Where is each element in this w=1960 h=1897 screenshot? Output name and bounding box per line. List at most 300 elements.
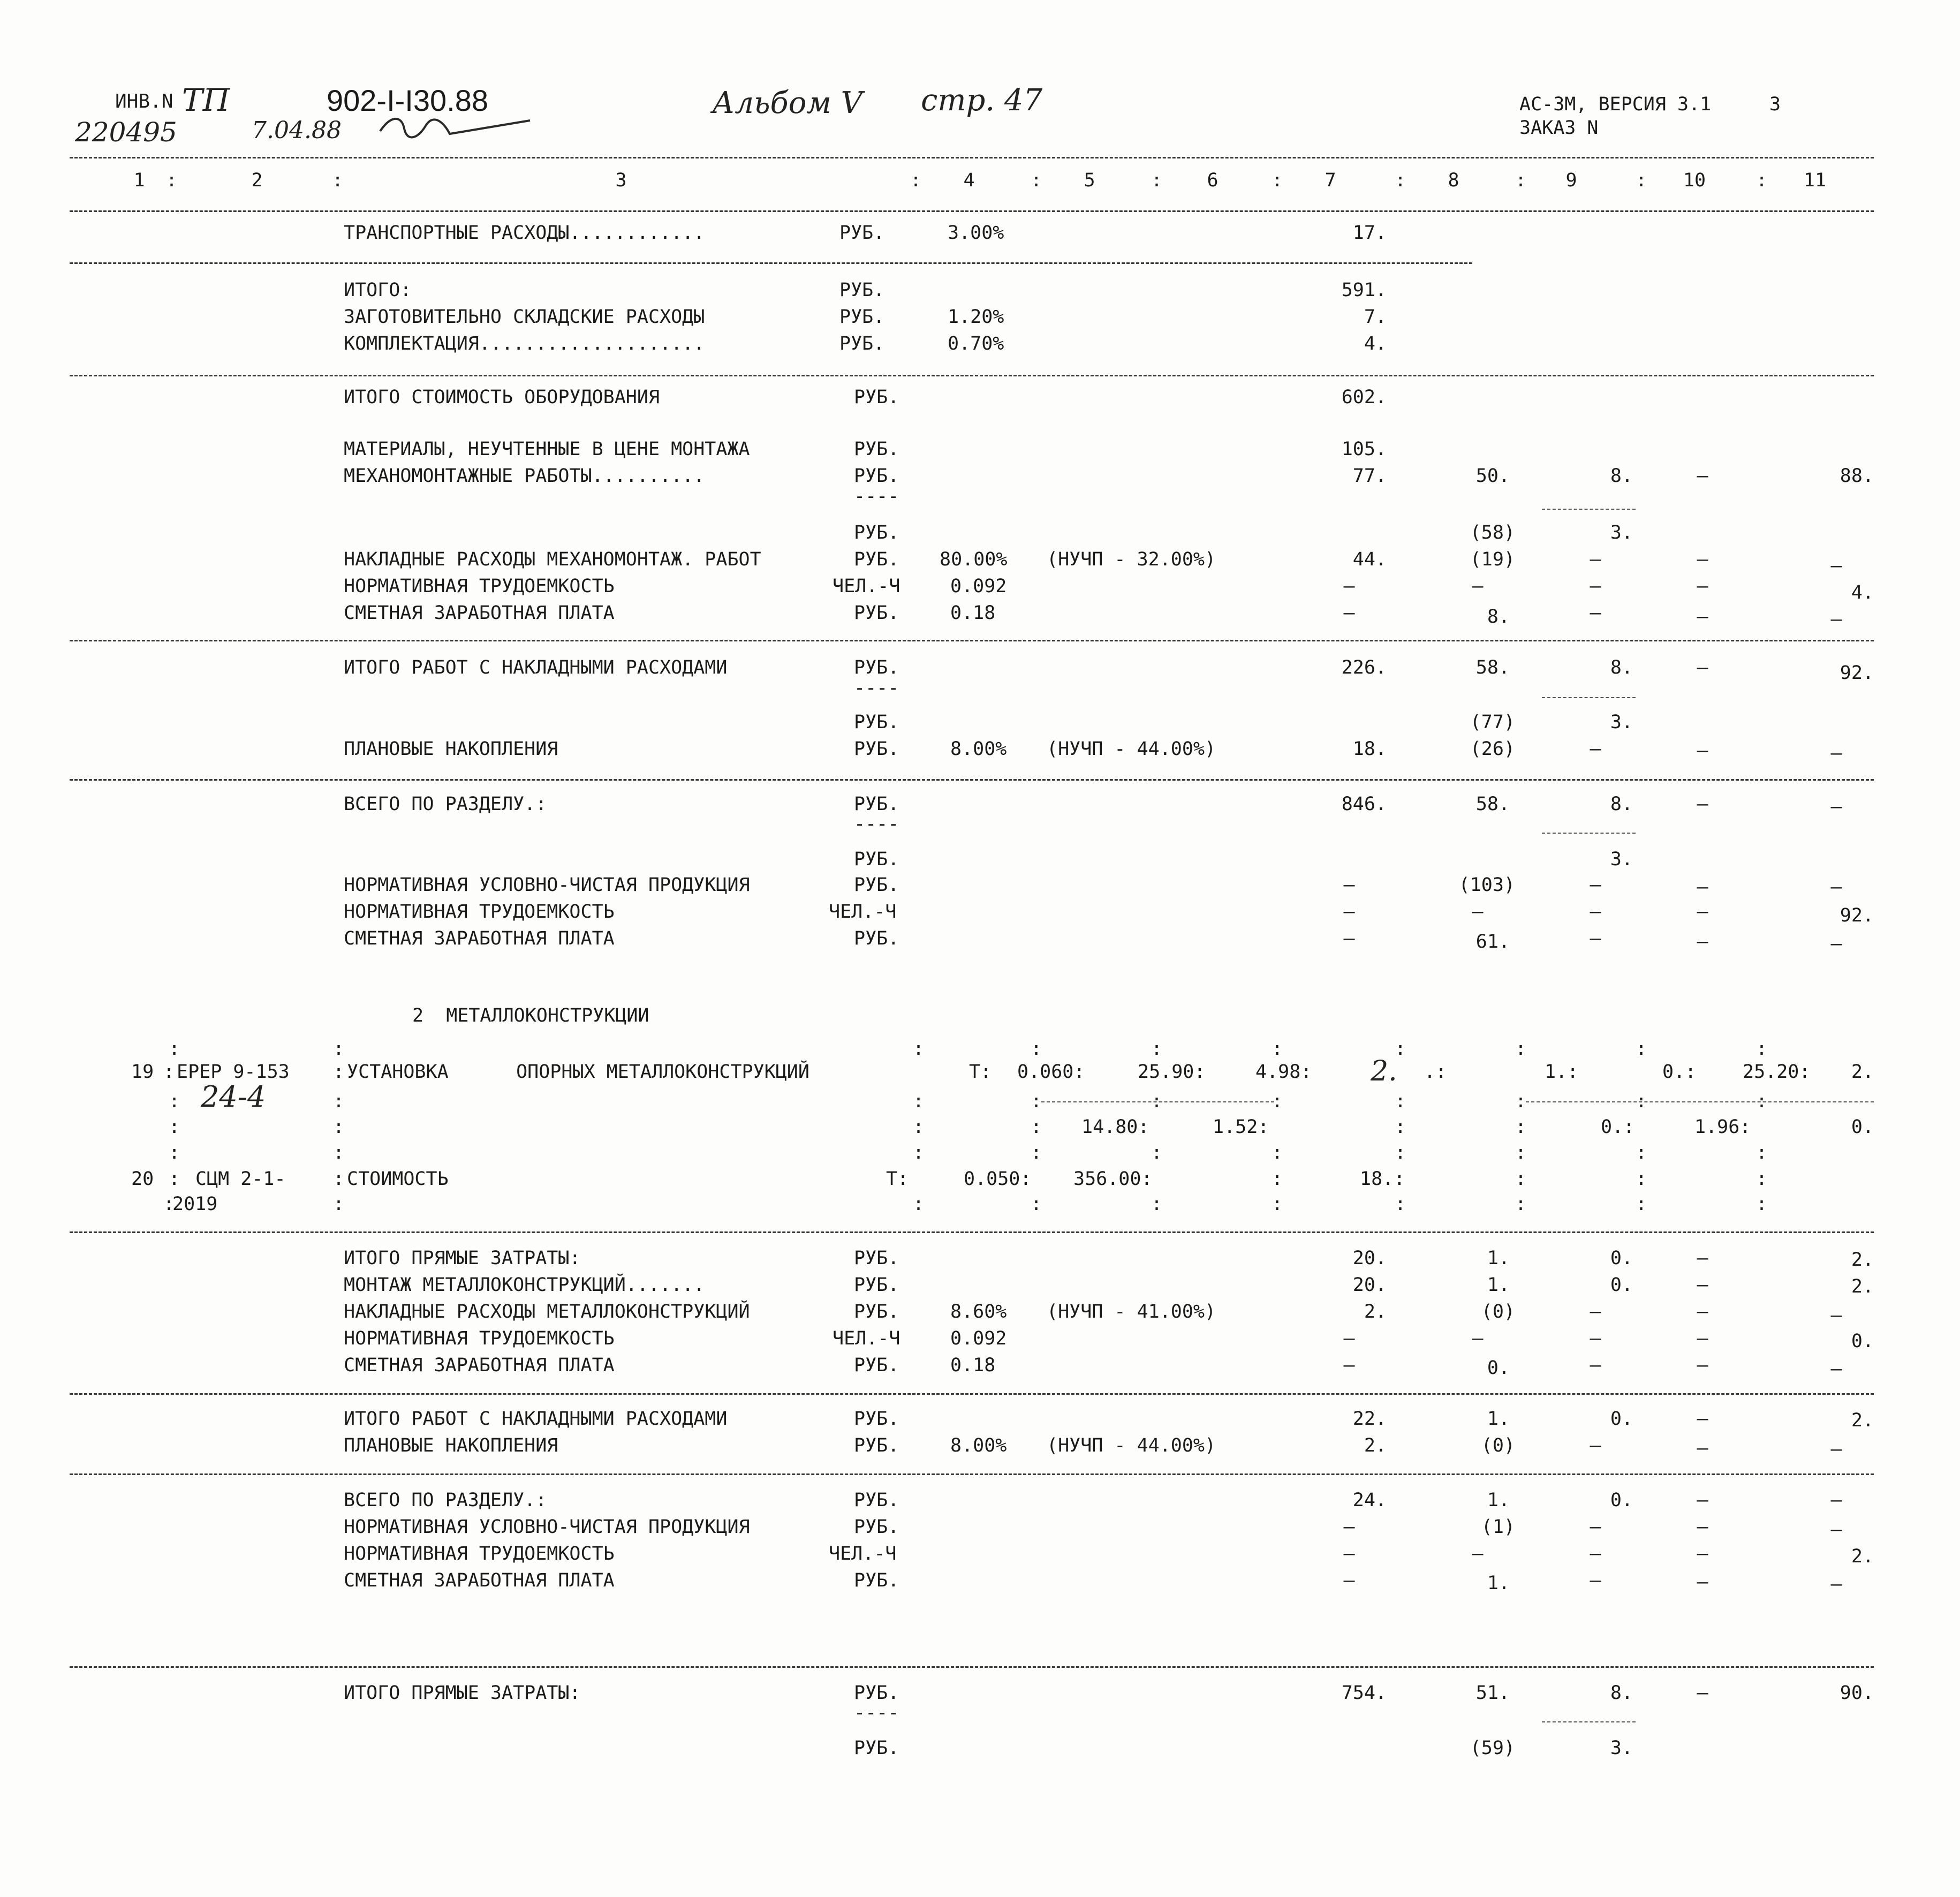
col-sep: : (1636, 1193, 1647, 1215)
works-rub2-c8: (77) (1470, 712, 1515, 733)
col-sep: : (1515, 170, 1527, 191)
col-sep: : (333, 1038, 345, 1060)
row19-unit: Т: (969, 1061, 992, 1083)
col-sep: : (1756, 1038, 1768, 1060)
footer-separator: ---- (854, 1702, 899, 1724)
s2-ncp-name: НОРМАТИВНАЯ УСЛОВНО-ЧИСТАЯ ПРОДУКЦИЯ (344, 1516, 750, 1538)
col-sep: : (1151, 1193, 1163, 1215)
kit-rate: 0.70% (948, 333, 1004, 354)
col-sep: : (1272, 1038, 1283, 1060)
col-sep: : (913, 1091, 925, 1112)
col-header-8: 8 (1448, 170, 1459, 191)
ncp-c9: – (1590, 874, 1601, 896)
storage-rate: 1.20% (948, 306, 1004, 328)
col-sep: : (1031, 170, 1042, 191)
row19-sub-c11b: 0. (1851, 1116, 1874, 1138)
row20-code: СЦМ 2-1- (195, 1168, 286, 1190)
labor-rate: 0.092 (950, 576, 1007, 597)
overhead-nuchp: (НУЧП - 32.00%) (1047, 549, 1216, 570)
divider (70, 779, 1874, 781)
s2-wage-c7: – (1343, 1355, 1355, 1376)
s2-works-total-c10: – (1697, 1408, 1708, 1430)
works-rub2-unit: РУБ. (854, 712, 899, 733)
subtotal-name: ИТОГО: (344, 279, 412, 301)
s2-works-total-c9: 0. (1610, 1408, 1633, 1430)
col-sep: : (169, 1116, 180, 1138)
footer-direct-c9: 8. (1610, 1682, 1633, 1704)
s2-ncp-c7: – (1343, 1516, 1355, 1538)
s2-wage2-unit: РУБ. (854, 1570, 899, 1591)
s2-labor2-c9: – (1590, 1543, 1601, 1565)
col-sep: : (1395, 1116, 1406, 1138)
planned-unit: РУБ. (854, 738, 899, 760)
s2-section-total-c11: – (1830, 1490, 1842, 1511)
mech-rub2-c9: 3. (1610, 522, 1633, 543)
date-handwritten: 7.04.88 (252, 117, 342, 144)
col-sep: : (169, 1038, 180, 1060)
mech-works-c11: 88. (1840, 465, 1874, 487)
s2-ncp-c8: (1) (1481, 1516, 1515, 1538)
tp-handwritten: ТП (182, 82, 230, 118)
row20-code-line2: 2019 (172, 1193, 218, 1215)
s2-overhead-rate: 8.60% (950, 1301, 1007, 1322)
s2-ncp-c10: – (1697, 1516, 1708, 1538)
s2-section-total-unit: РУБ. (854, 1490, 899, 1511)
planned-c10: – (1697, 740, 1708, 761)
storage-name: ЗАГОТОВИТЕЛЬНО СКЛАДСКИЕ РАСХОДЫ (344, 306, 705, 328)
wage2-c7: – (1343, 928, 1355, 949)
transport-c7: 17. (1352, 222, 1387, 244)
s2-mount-c8: 1. (1487, 1274, 1510, 1296)
s2-overhead-c7: 2. (1364, 1301, 1387, 1322)
col-header-1: 1 (133, 170, 145, 191)
row19-sub-c11a: 1.96: (1694, 1116, 1751, 1138)
s2-works-total-unit: РУБ. (854, 1408, 899, 1430)
s2-planned-c10: – (1697, 1438, 1708, 1459)
labor-c7: – (1343, 576, 1355, 597)
col-sep: : (1636, 1091, 1647, 1112)
s2-direct-c8: 1. (1487, 1248, 1510, 1269)
s2-direct-c10: – (1697, 1248, 1708, 1269)
s2-section-total-name: ВСЕГО ПО РАЗДЕЛУ.: (344, 1490, 547, 1511)
storage-unit: РУБ. (839, 306, 885, 328)
s2-ncp-c11: – (1830, 1519, 1842, 1540)
footer-rub2-c8: (59) (1470, 1737, 1515, 1759)
s2-wage-name: СМЕТНАЯ ЗАРАБОТНАЯ ПЛАТА (344, 1355, 615, 1376)
row19-c10: 0.: (1662, 1061, 1697, 1083)
planned-name: ПЛАНОВЫЕ НАКОПЛЕНИЯ (344, 738, 558, 760)
col-sep: : (1515, 1168, 1527, 1190)
footer-rub2-unit: РУБ. (854, 1737, 899, 1759)
labor2-c7: – (1343, 901, 1355, 923)
mech-works-c10: – (1697, 465, 1708, 487)
works-total-c8: 58. (1475, 657, 1510, 678)
col-header-7: 7 (1325, 170, 1336, 191)
col-sep: : (1151, 1091, 1163, 1112)
ncp-c8: (103) (1458, 874, 1515, 896)
col-sep: : (1756, 1142, 1768, 1163)
labor-c10: – (1697, 576, 1708, 597)
kit-unit: РУБ. (839, 333, 885, 354)
footer-rub2-c9: 3. (1610, 1737, 1633, 1759)
section1-total-c8: 58. (1475, 793, 1510, 815)
sheet-number: 3 (1769, 94, 1781, 115)
labor2-c11: 92. (1840, 905, 1874, 926)
s2-labor-c9: – (1590, 1328, 1601, 1349)
divider (70, 262, 1472, 264)
wage-c8: 8. (1487, 606, 1510, 628)
labor2-c8: – (1472, 901, 1484, 923)
s2-labor-name: НОРМАТИВНАЯ ТРУДОЕМКОСТЬ (344, 1328, 615, 1349)
labor2-name: НОРМАТИВНАЯ ТРУДОЕМКОСТЬ (344, 901, 615, 923)
overhead-c11: – (1830, 555, 1842, 577)
labor-unit: ЧЕЛ.-Ч (833, 576, 900, 597)
col-sep: : (1151, 1038, 1163, 1060)
row19-name: УСТАНОВКА ОПОРНЫХ МЕТАЛЛОКОНСТРУКЦИЙ (347, 1061, 809, 1083)
planned-c7: 18. (1352, 738, 1387, 760)
row19-code: ЕРЕР 9-153 (177, 1061, 290, 1083)
col-sep: : (913, 1116, 925, 1138)
col-sep: : (913, 1142, 925, 1163)
planned-c9: – (1590, 738, 1601, 760)
subtotal-unit: РУБ. (839, 279, 885, 301)
s2-planned-rate: 8.00% (950, 1435, 1007, 1456)
row19-sub-c10: 0.: (1601, 1116, 1635, 1138)
section1-rub2-c9: 3. (1610, 849, 1633, 870)
transport-rate: 3.00% (948, 222, 1004, 244)
s2-wage2-name: СМЕТНАЯ ЗАРАБОТНАЯ ПЛАТА (344, 1570, 615, 1591)
subtotal-c7: 591. (1341, 279, 1387, 301)
s2-direct-name: ИТОГО ПРЯМЫЕ ЗАТРАТЫ: (344, 1248, 581, 1269)
divider (1542, 697, 1636, 698)
wage-rate: 0.18 (950, 602, 996, 624)
labor2-unit: ЧЕЛ.-Ч (829, 901, 897, 923)
col-sep: : (1031, 1193, 1042, 1215)
col-sep: : (1395, 1142, 1406, 1163)
col-sep: : (1031, 1038, 1042, 1060)
row20-c7: 18.: (1360, 1168, 1405, 1190)
s2-direct-c11: 2. (1851, 1249, 1874, 1271)
col-sep: : (1515, 1038, 1527, 1060)
s2-wage2-c9: – (1590, 1570, 1601, 1591)
labor-c8: – (1472, 576, 1484, 597)
col-sep: : (1151, 170, 1163, 191)
s2-works-total-name: ИТОГО РАБОТ С НАКЛАДНЫМИ РАСХОДАМИ (344, 1408, 728, 1430)
col-sep: : (1515, 1091, 1527, 1112)
col-sep: : (1272, 170, 1283, 191)
col-sep: : (1031, 1091, 1042, 1112)
footer-direct-c8: 51. (1475, 1682, 1510, 1704)
col-sep: : (1031, 1142, 1042, 1163)
planned-c8: (26) (1470, 738, 1515, 760)
transport-name: ТРАНСПОРТНЫЕ РАСХОДЫ............ (344, 222, 705, 244)
s2-wage2-c11: – (1830, 1574, 1842, 1595)
row19-c11b: 2. (1851, 1061, 1874, 1083)
row19-sub-c5: 14.80: (1081, 1116, 1149, 1138)
s2-labor2-c8: – (1472, 1543, 1484, 1565)
divider (1526, 1101, 1874, 1102)
section1-rub2-unit: РУБ. (854, 849, 899, 870)
col-sep: : (1515, 1116, 1527, 1138)
s2-wage2-c7: – (1343, 1570, 1355, 1591)
row19-c9: 1.: (1545, 1061, 1579, 1083)
labor2-c9: – (1590, 901, 1601, 923)
divider (70, 1393, 1874, 1395)
footer-direct-c7: 754. (1341, 1682, 1387, 1704)
wage2-c10: – (1697, 931, 1708, 953)
s2-labor-unit: ЧЕЛ.-Ч (833, 1328, 900, 1349)
s2-ncp-c9: – (1590, 1516, 1601, 1538)
overhead-name: НАКЛАДНЫЕ РАСХОДЫ МЕХАНОМОНТАЖ. РАБОТ (344, 549, 761, 570)
divider (1542, 1721, 1636, 1722)
divider (70, 210, 1874, 212)
s2-direct-c9: 0. (1610, 1248, 1633, 1269)
col-sep: : (333, 1116, 345, 1138)
s2-labor-c10: – (1697, 1328, 1708, 1349)
labor-c9: – (1590, 576, 1601, 597)
col-sep: : (333, 1061, 345, 1083)
footer-direct-unit: РУБ. (854, 1682, 899, 1704)
col-sep: : (333, 1142, 345, 1163)
col-sep: : (1756, 1091, 1768, 1112)
s2-wage-c8: 0. (1487, 1357, 1510, 1379)
s2-labor2-c7: – (1343, 1543, 1355, 1565)
col-sep: : (333, 1193, 345, 1215)
col-sep: : (333, 1168, 345, 1190)
ncp-c10: – (1697, 876, 1708, 898)
row19-number: 19 (131, 1061, 154, 1083)
s2-wage2-c8: 1. (1487, 1573, 1510, 1594)
col-sep: : (1756, 170, 1768, 191)
s2-planned-c8: (0) (1481, 1435, 1515, 1456)
inventory-number-handwritten: 220495 (75, 117, 177, 148)
s2-section-total-c7: 24. (1352, 1490, 1387, 1511)
col-sep: : (169, 1168, 180, 1190)
project-code: 902-I-I30.88 (327, 84, 488, 117)
planned-c11: – (1830, 743, 1842, 764)
col-sep: : (163, 1193, 175, 1215)
s2-works-total-c8: 1. (1487, 1408, 1510, 1430)
divider (70, 157, 1874, 158)
col-sep: : (913, 1038, 925, 1060)
mech-rub2-c8: (58) (1470, 522, 1515, 543)
ncp-c11: – (1830, 876, 1842, 898)
row20-qty: 0.050: (964, 1168, 1032, 1190)
s2-section-total-c8: 1. (1487, 1490, 1510, 1511)
mech-works-separator: ---- (854, 486, 899, 507)
s2-wage2-c10: – (1697, 1571, 1708, 1593)
footer-direct-c11: 90. (1840, 1682, 1874, 1704)
col-sep: : (1395, 1038, 1406, 1060)
system-version: АС-3М, ВЕРСИЯ 3.1 (1519, 94, 1712, 115)
wage-c11: – (1830, 609, 1842, 630)
col-sep: : (1636, 1142, 1647, 1163)
col-sep: : (1272, 1142, 1283, 1163)
ncp-unit: РУБ. (854, 874, 899, 896)
signature-scribble (375, 110, 535, 147)
col-sep: : (169, 1142, 180, 1163)
col-sep: : (333, 1091, 345, 1112)
row19-qty: 0.060: (1017, 1061, 1085, 1083)
overhead-c7: 44. (1352, 549, 1387, 570)
mech-works-c7: 77. (1352, 465, 1387, 487)
planned-rate: 8.00% (950, 738, 1007, 760)
transport-unit: РУБ. (839, 222, 885, 244)
s2-labor-rate: 0.092 (950, 1328, 1007, 1349)
col-sep: : (913, 1193, 925, 1215)
section1-total-c7: 846. (1341, 793, 1387, 815)
mech-works-name: МЕХАНОМОНТАЖНЫЕ РАБОТЫ.......... (344, 465, 705, 487)
section1-total-unit: РУБ. (854, 793, 899, 815)
row19-c11a: 25.20: (1743, 1061, 1811, 1083)
s2-overhead-c8: (0) (1481, 1301, 1515, 1322)
s2-wage-c9: – (1590, 1355, 1601, 1376)
s2-ncp-unit: РУБ. (854, 1516, 899, 1538)
mech-works-unit: РУБ. (854, 465, 899, 487)
works-total-c10: – (1697, 657, 1708, 678)
s2-direct-c7: 20. (1352, 1248, 1387, 1269)
mech-works-c9: 8. (1610, 465, 1633, 487)
s2-overhead-unit: РУБ. (854, 1301, 899, 1322)
col-sep: : (1395, 1193, 1406, 1215)
col-sep: : (1395, 170, 1406, 191)
materials-name: МАТЕРИАЛЫ, НЕУЧТЕННЫЕ В ЦЕНЕ МОНТАЖА (344, 439, 750, 460)
col-sep: : (1515, 1193, 1527, 1215)
overhead-c9: – (1590, 549, 1601, 570)
wage2-unit: РУБ. (854, 928, 899, 949)
equipment-total-name: ИТОГО СТОИМОСТЬ ОБОРУДОВАНИЯ (344, 387, 660, 408)
overhead-rate: 80.00% (940, 549, 1008, 570)
row20-number: 20 (131, 1168, 154, 1190)
col-sep: : (1272, 1193, 1283, 1215)
s2-labor-c8: – (1472, 1328, 1484, 1349)
row20-name: СТОИМОСТЬ (347, 1168, 449, 1190)
row19-c5: 25.90: (1138, 1061, 1206, 1083)
divider (70, 1473, 1874, 1475)
works-total-name: ИТОГО РАБОТ С НАКЛАДНЫМИ РАСХОДАМИ (344, 657, 728, 678)
s2-planned-c9: – (1590, 1435, 1601, 1456)
s2-overhead-nuchp: (НУЧП - 41.00%) (1047, 1301, 1216, 1322)
works-rub2-c9: 3. (1610, 712, 1633, 733)
s2-planned-c7: 2. (1364, 1435, 1387, 1456)
s2-overhead-c10: – (1697, 1301, 1708, 1322)
page-note-handwritten: стр. 47 (921, 83, 1043, 118)
row19-code-handwritten: 24-4 (201, 1080, 266, 1114)
col-sep: : (1515, 1142, 1527, 1163)
divider (70, 375, 1874, 376)
row20-c5: 356.00: (1073, 1168, 1153, 1190)
col-header-11: 11 (1803, 170, 1827, 191)
s2-wage-c11: – (1830, 1358, 1842, 1380)
col-sep: : (910, 170, 922, 191)
equipment-total-c7: 602. (1341, 387, 1387, 408)
row19-sub-c6: 1.52: (1213, 1116, 1269, 1138)
s2-mount-c11: 2. (1851, 1276, 1874, 1297)
col-header-2: 2 (251, 170, 263, 191)
divider (1542, 833, 1636, 834)
col-sep: : (166, 170, 178, 191)
row20-unit: Т: (886, 1168, 909, 1190)
ncp-c7: – (1343, 874, 1355, 896)
mech-works-c8: 50. (1475, 465, 1510, 487)
s2-overhead-c11: – (1830, 1305, 1842, 1326)
col-sep: : (1272, 1091, 1283, 1112)
album-note-handwritten: Альбом V (712, 86, 863, 120)
footer-direct-c10: – (1697, 1682, 1708, 1704)
kit-c7: 4. (1364, 333, 1387, 354)
col-sep: : (1636, 1038, 1647, 1060)
section2-title: 2 МЕТАЛЛОКОНСТРУКЦИИ (412, 1005, 649, 1026)
col-sep: : (1756, 1193, 1768, 1215)
s2-mount-c7: 20. (1352, 1274, 1387, 1296)
wage-unit: РУБ. (854, 602, 899, 624)
divider (70, 1231, 1874, 1233)
materials-unit: РУБ. (854, 439, 899, 460)
overhead-c10: – (1697, 549, 1708, 570)
s2-works-total-c7: 22. (1352, 1408, 1387, 1430)
planned-nuchp: (НУЧП - 44.00%) (1047, 738, 1216, 760)
wage-c7: – (1343, 602, 1355, 624)
col-sep: : (1031, 1116, 1042, 1138)
section1-total-c9: 8. (1610, 793, 1633, 815)
s2-direct-unit: РУБ. (854, 1248, 899, 1269)
wage-c9: – (1590, 602, 1601, 624)
overhead-c8: (19) (1470, 549, 1515, 570)
col-sep: : (169, 1091, 180, 1112)
s2-planned-c11: – (1830, 1439, 1842, 1460)
order-label: ЗАКАЗ N (1519, 117, 1599, 139)
storage-c7: 7. (1364, 306, 1387, 328)
s2-mount-c10: – (1697, 1274, 1708, 1296)
col-sep: : (1151, 1142, 1163, 1163)
wage2-c8: 61. (1475, 931, 1510, 953)
labor2-c10: – (1697, 901, 1708, 923)
col-header-4: 4 (963, 170, 975, 191)
works-total-separator: ---- (854, 677, 899, 699)
divider (70, 1666, 1874, 1668)
s2-overhead-name: НАКЛАДНЫЕ РАСХОДЫ МЕТАЛЛОКОНСТРУКЦИЙ (344, 1301, 750, 1322)
col-sep: : (332, 170, 344, 191)
wage2-c11: – (1830, 933, 1842, 955)
wage-c10: – (1697, 606, 1708, 628)
col-header-3: 3 (615, 170, 627, 191)
section1-total-c11: – (1830, 796, 1842, 818)
s2-wage-c10: – (1697, 1355, 1708, 1376)
col-sep: : (1272, 1168, 1283, 1190)
section1-total-separator: ---- (854, 813, 899, 835)
wage2-name: СМЕТНАЯ ЗАРАБОТНАЯ ПЛАТА (344, 928, 615, 949)
works-total-c9: 8. (1610, 657, 1633, 678)
s2-planned-nuchp: (НУЧП - 44.00%) (1047, 1435, 1216, 1456)
row19-c6: 4.98: (1255, 1061, 1312, 1083)
section1-total-c10: – (1697, 793, 1708, 815)
works-total-c11: 92. (1840, 662, 1874, 684)
s2-section-total-c9: 0. (1610, 1490, 1633, 1511)
wage-name: СМЕТНАЯ ЗАРАБОТНАЯ ПЛАТА (344, 602, 615, 624)
s2-labor2-unit: ЧЕЛ.-Ч (829, 1543, 897, 1565)
row19-c8: .: (1424, 1061, 1447, 1083)
s2-labor2-c11: 2. (1851, 1546, 1874, 1567)
s2-labor-c11: 0. (1851, 1331, 1874, 1352)
col-header-6: 6 (1207, 170, 1219, 191)
wage2-c9: – (1590, 928, 1601, 949)
ncp-name: НОРМАТИВНАЯ УСЛОВНО-ЧИСТАЯ ПРОДУКЦИЯ (344, 874, 750, 896)
col-sep: : (1756, 1168, 1768, 1190)
divider (1542, 509, 1636, 510)
divider (70, 640, 1874, 641)
overhead-unit: РУБ. (854, 549, 899, 570)
section1-total-name: ВСЕГО ПО РАЗДЕЛУ.: (344, 793, 547, 815)
